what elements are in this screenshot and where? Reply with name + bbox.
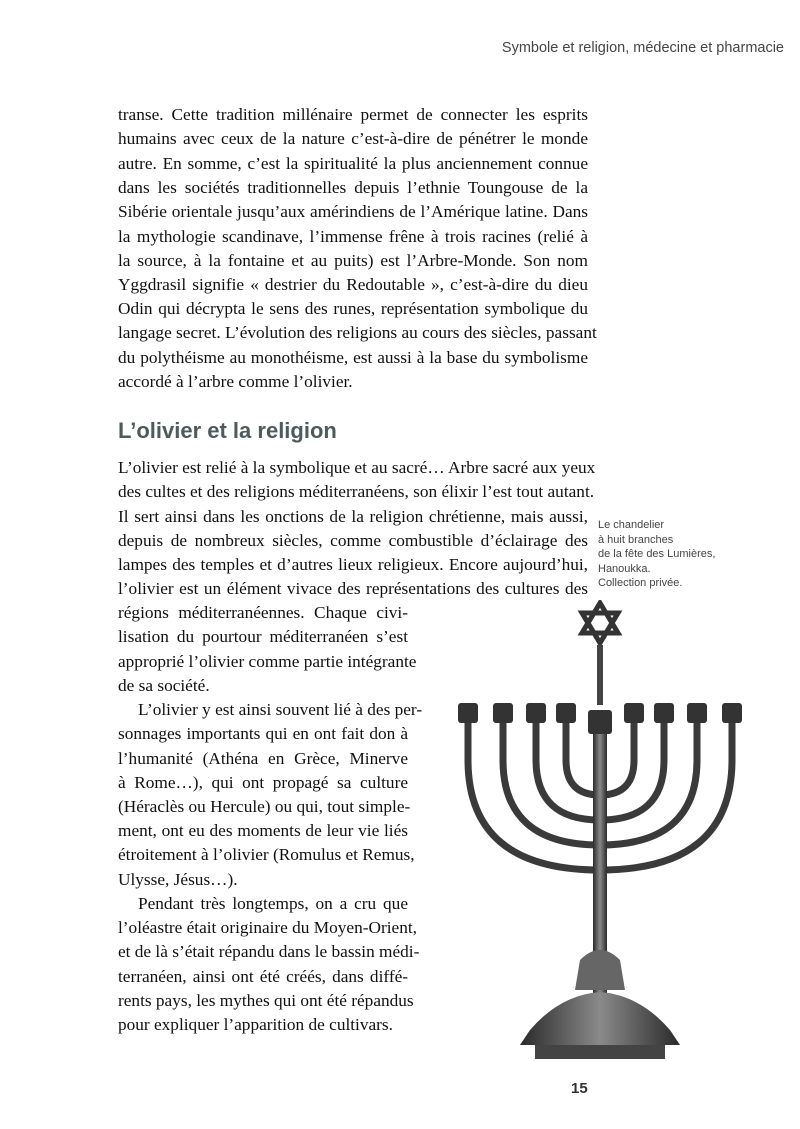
text-line: Ulysse, Jésus…). bbox=[118, 870, 238, 889]
caption-line: Hanoukka. bbox=[598, 562, 651, 575]
text-line: approprié l’olivier comme partie intégrante bbox=[118, 652, 417, 671]
text-line: depuis de nombreux siècles, comme combustible d’éclairage des bbox=[118, 531, 588, 550]
caption-line: de la fête des Lumières, bbox=[598, 548, 716, 560]
text-line: l’oléastre était originaire du Moyen-Orient, bbox=[118, 918, 417, 937]
star-of-david-icon bbox=[582, 603, 618, 643]
text-line: terranéen, ainsi ont été créés, dans diffé- bbox=[118, 967, 408, 986]
text-line: transe. Cette tradition millénaire permet de connecter les esprits bbox=[118, 105, 588, 124]
text-line: la source, à la fontaine et au puits) est l’Arbre-Monde. Son nom bbox=[118, 251, 588, 270]
text-line: à Rome…), qui ont propagé sa culture bbox=[118, 773, 408, 792]
text-line: ment, ont eu des moments de leur vie liés bbox=[118, 821, 408, 840]
text-line: humains avec ceux de la nature c’est-à-dire de pénétrer le monde bbox=[118, 129, 588, 148]
text-line: L’olivier y est ainsi souvent lié à des per- bbox=[138, 700, 423, 719]
running-head: Symbole et religion, médecine et pharmacie bbox=[501, 40, 784, 56]
text-line: pour expliquer l’apparition de cultivars. bbox=[118, 1015, 393, 1034]
text-line: Odin qui décrypta le sens des runes, représentation symbolique du bbox=[118, 299, 588, 318]
page-number: 15 bbox=[571, 1080, 588, 1097]
text-line: Pendant très longtemps, on a cru que bbox=[138, 894, 408, 913]
text-line: la mythologie scandinave, l’immense frêne à trois racines (relié à bbox=[118, 227, 588, 246]
text-line: des cultes et des religions méditerranéens, son élixir l’est tout autant. bbox=[118, 482, 595, 501]
text-line: lisation du pourtour méditerranéen s’est bbox=[118, 627, 408, 646]
text-line: accordé à l’arbre comme l’olivier. bbox=[118, 372, 353, 391]
caption-line: Collection privée. bbox=[598, 577, 683, 589]
text-line: L’olivier est relié à la symbolique et au sacré… Arbre sacré aux yeux bbox=[118, 458, 596, 477]
text-line: et de là s’était répandu dans le bassin médi- bbox=[118, 942, 420, 961]
text-line: l’humanité (Athéna en Grèce, Minerve bbox=[118, 749, 408, 768]
text-line: étroitement à l’olivier (Romulus et Remus, bbox=[118, 845, 415, 864]
text-line: de sa société. bbox=[118, 676, 210, 695]
caption-line: à huit branches bbox=[598, 533, 674, 546]
text-line: l’olivier est un élément vivace des représentations des cultures des bbox=[118, 579, 588, 598]
text-line: autre. En somme, c’est la spiritualité la plus anciennement connue bbox=[118, 154, 588, 173]
text-line: sonnages importants qui en ont fait don à bbox=[118, 724, 408, 743]
text-line: Yggdrasil signifie « destrier du Redoutable », c’est-à-dire du dieu bbox=[118, 275, 588, 294]
text-line: dans les sociétés traditionnelles depuis l’ethnie Toungouse de la bbox=[118, 178, 588, 197]
text-line: lampes des temples et d’autres lieux religieux. Encore aujourd’hui, bbox=[118, 555, 588, 574]
menorah-photo bbox=[440, 600, 790, 1070]
text-line: du polythéisme au monothéisme, est aussi à la base du symbolisme bbox=[118, 348, 588, 367]
text-line: rents pays, les mythes qui ont été répandus bbox=[118, 991, 414, 1010]
section-heading: L’olivier et la religion bbox=[118, 418, 337, 443]
text-line: régions méditerranéennes. Chaque civi- bbox=[118, 603, 408, 622]
text-line: langage secret. L’évolution des religions au cours des siècles, passant bbox=[118, 323, 597, 342]
image-caption bbox=[598, 518, 715, 591]
text-line: Sibérie orientale jusqu’aux amérindiens de l’Amérique latine. Dans bbox=[118, 202, 588, 221]
text-line: Il sert ainsi dans les onctions de la religion chrétienne, mais aussi, bbox=[118, 507, 588, 526]
text-line: (Héraclès ou Hercule) ou qui, tout simple- bbox=[118, 797, 411, 816]
caption-line: Le chandelier bbox=[598, 519, 665, 531]
